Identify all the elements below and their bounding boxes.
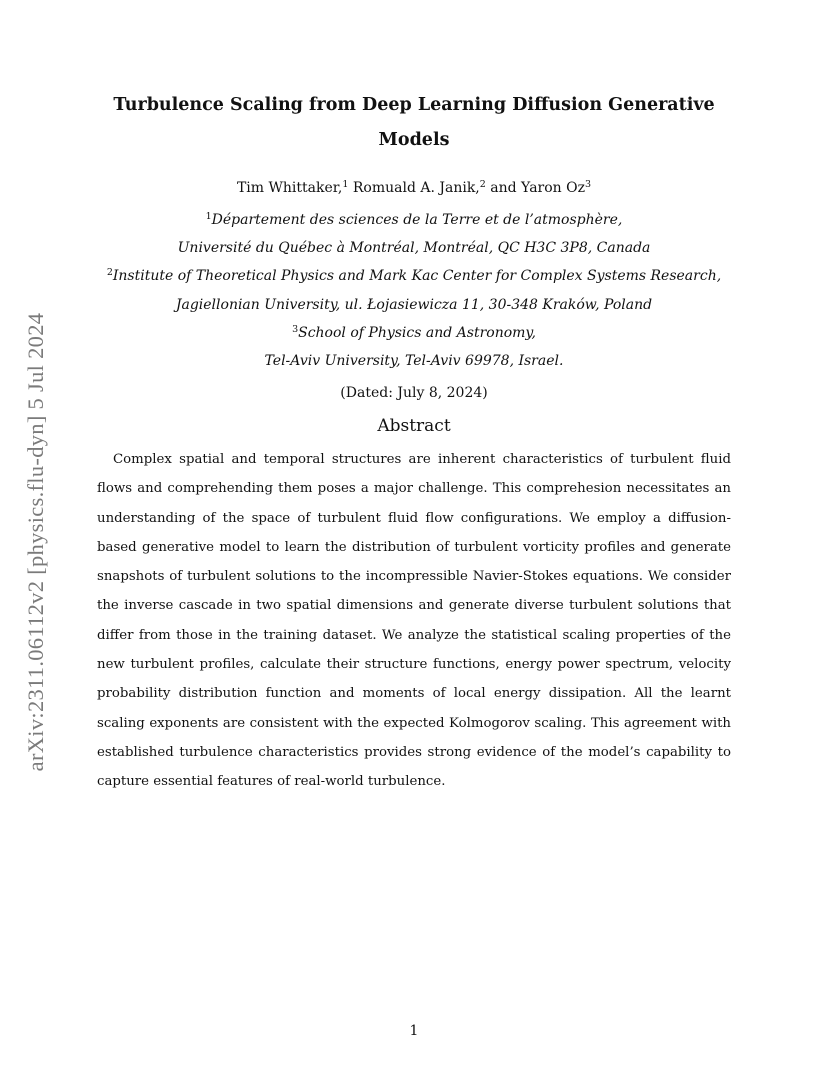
author-name: Tim Whittaker, xyxy=(236,180,343,196)
affiliation-text: School of Physics and Astronomy, xyxy=(298,324,536,341)
affiliation-mark: 1 xyxy=(342,179,349,190)
abstract-body: Complex spatial and temporal structures are inherent characteristics of turbulent fluid flows and comprehending them poses a major challenge. This comprehesion necessitates an understanding of the space of turbulent fluid flow configurations. We employ a diffusion-based generative model to learn the distribution of turbulent vorticity profiles and generate snapshots of turbulent solutions to the incompressible Navier-Stokes equations. We consider the inverse cascade in two spatial dimensions and generate diverse turbulent solutions that differ from those in the training dataset. We analyze the statistical scaling properties of the new turbulent profiles, calculate their structure functions, energy power spectrum, velocity probability distribution function and moments of local energy dissipation. All the learnt scaling exponents are consistent with the expected Kolmogorov scaling. This agreement with established turbulence characteristics provides strong evidence of the model’s capability to capture essential features of real-world turbulence. xyxy=(97,452,731,790)
author-list xyxy=(100,176,728,200)
arxiv-identifier-stamp: arXiv:2311.06112v2 [physics.flu-dyn] 5 Jul 2024 xyxy=(23,312,48,772)
affiliation-line xyxy=(100,206,728,234)
page-number: 1 xyxy=(409,1023,419,1039)
paper-title: Turbulence Scaling from Deep Learning Diffusion Generative Models xyxy=(113,95,715,150)
date-line: (Dated: July 8, 2024) xyxy=(340,385,488,401)
affiliation-mark: 2 xyxy=(106,267,113,279)
affiliation-mark: 2 xyxy=(479,179,486,190)
affiliation-text: Institute of Theoretical Physics and Mark Kac Center for Complex Systems Research, xyxy=(112,268,722,285)
abstract-heading: Abstract xyxy=(377,416,451,436)
affiliation-line xyxy=(100,262,728,290)
affiliation-mark: 1 xyxy=(205,211,212,222)
author-name: Romuald A. Janik, xyxy=(352,180,480,196)
affiliation-text: Département des sciences de la Terre et de l’atmosphère, xyxy=(211,212,623,228)
affiliation-list xyxy=(100,206,728,375)
affiliation-line xyxy=(100,319,728,347)
affiliation-line: Université du Québec à Montréal, Montréal, QC H3C 3P8, Canada xyxy=(177,240,651,257)
affiliation-mark: 3 xyxy=(584,179,592,190)
affiliation-mark: 3 xyxy=(292,323,299,335)
author-name: and Yaron Oz xyxy=(490,180,585,196)
affiliation-line: Tel-Aviv University, Tel-Aviv 69978, Israel. xyxy=(264,353,564,370)
affiliation-line: Jagiellonian University, ul. Łojasiewicza 11, 30-348 Kraków, Poland xyxy=(175,296,653,313)
